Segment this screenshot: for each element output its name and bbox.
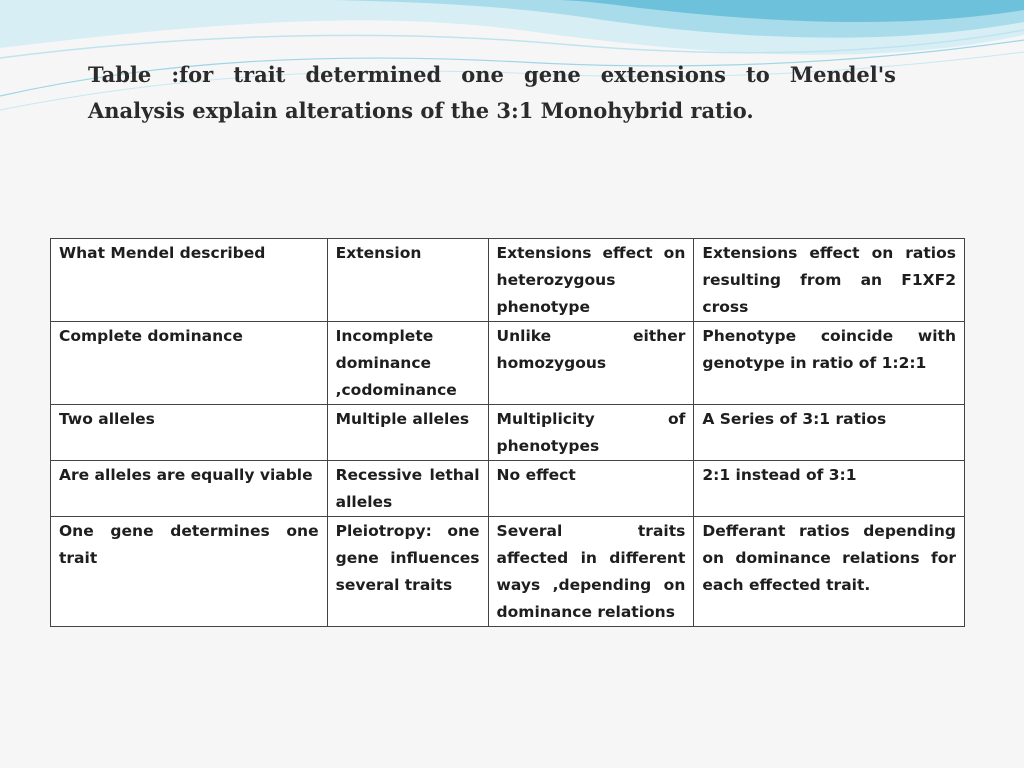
slide-title: [88, 57, 896, 129]
table-cell: Complete dominance: [51, 322, 328, 405]
table-cell: Pleiotropy: one gene influences several traits: [327, 517, 488, 627]
table-cell: Phenotype coincide with genotype in ratio of 1:2:1: [694, 322, 965, 405]
table-cell: Unlike either homozygous: [488, 322, 694, 405]
table-cell: 2:1 instead of 3:1: [694, 461, 965, 517]
table-row: [51, 322, 965, 405]
extensions-table: [50, 238, 965, 627]
table-cell: Incomplete dominance ,codominance: [327, 322, 488, 405]
table-cell: Recessive lethal alleles: [327, 461, 488, 517]
table-cell: Two alleles: [51, 405, 328, 461]
table-header-cell: Extensions effect on ratios resulting from an F1XF2 cross: [694, 239, 965, 322]
table-cell: Several traits affected in different ways ,depending on dominance relations: [488, 517, 694, 627]
table-row: [51, 405, 965, 461]
table-header-cell: What Mendel described: [51, 239, 328, 322]
table-header-cell: Extension: [327, 239, 488, 322]
table-cell: Multiple alleles: [327, 405, 488, 461]
table-cell: One gene determines one trait: [51, 517, 328, 627]
table-header-row: [51, 239, 965, 322]
table-cell: Defferant ratios depending on dominance relations for each effected trait.: [694, 517, 965, 627]
table-header-cell: Extensions effect on heterozygous phenotype: [488, 239, 694, 322]
table-cell: No effect: [488, 461, 694, 517]
table-cell: Multiplicity of phenotypes: [488, 405, 694, 461]
slide-title-line-2: Analysis explain alterations of the 3:1 Monohybrid ratio.: [88, 98, 754, 123]
table-cell: A Series of 3:1 ratios: [694, 405, 965, 461]
table-cell: Are alleles are equally viable: [51, 461, 328, 517]
slide-title-line-1: Table :for trait determined one gene extensions to Mendel's: [88, 62, 896, 87]
table-row: [51, 517, 965, 627]
table-row: [51, 461, 965, 517]
